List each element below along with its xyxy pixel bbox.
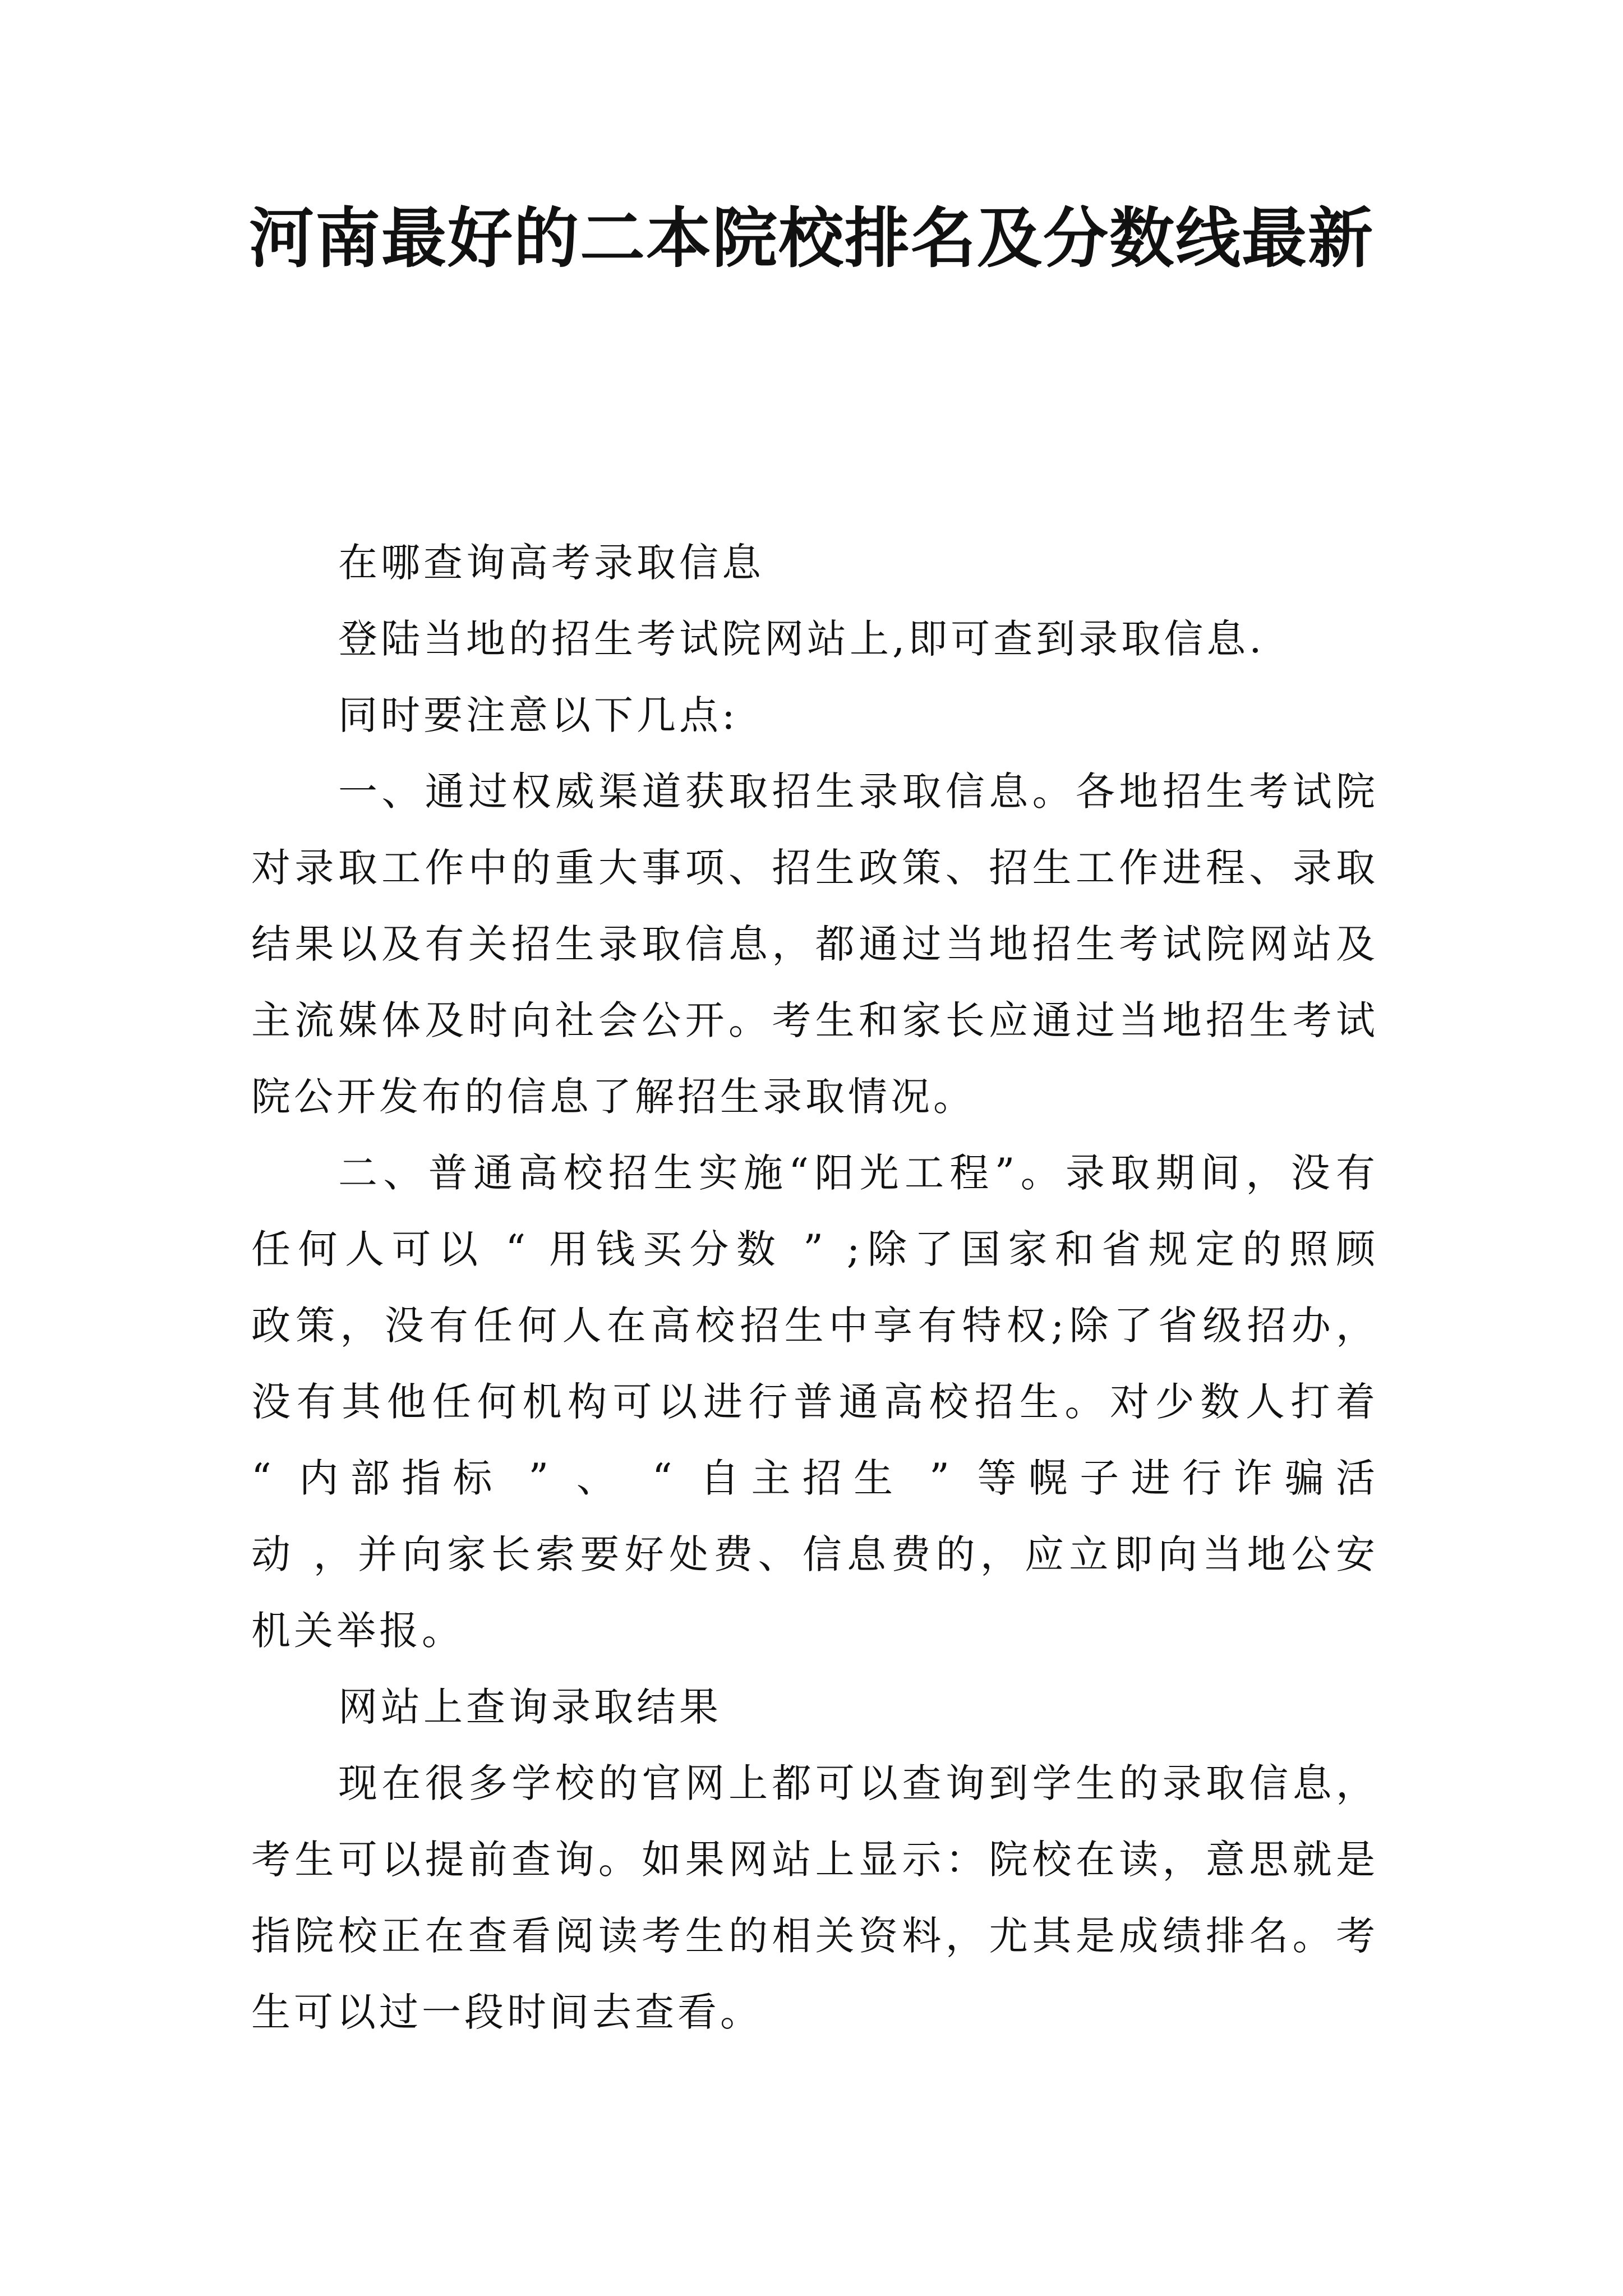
text-line: 政策，没有任何人在高校招生中享有特权;除了省级招办，: [251, 1303, 1378, 1349]
text-line: “ 内部指标 ” 、 “ 自主招生 ” 等幌子进行诈骗活: [251, 1455, 1378, 1501]
text-line: 机关举报。: [251, 1608, 464, 1654]
text-line: 网站上查询录取结果: [338, 1684, 722, 1730]
text-line: 同时要注意以下几点:: [338, 692, 739, 738]
text-line: 动 ，并向家长索要好处费、信息费的，应立即向当地公安: [251, 1531, 1378, 1577]
text-line: 任何人可以 “ 用钱买分数 ” ;除了国家和省规定的照顾: [251, 1226, 1378, 1272]
text-line: 生可以过一段时间去查看。: [251, 1989, 763, 2035]
text-line: 结果以及有关招生录取信息，都通过当地招生考试院网站及: [251, 921, 1378, 967]
text-line: 对录取工作中的重大事项、招生政策、招生工作进程、录取: [251, 845, 1378, 891]
text-line: 主流媒体及时向社会公开。考生和家长应通过当地招生考试: [251, 997, 1378, 1043]
text-line: 二、普通高校招生实施“阳光工程”。录取期间，没有: [338, 1150, 1378, 1196]
text-line: 在哪查询高考录取信息: [338, 540, 764, 586]
text-line: 考生可以提前查询。如果网站上显示：院校在读，意思就是: [251, 1837, 1378, 1883]
document-body: [251, 524, 1378, 2050]
text-line: 没有其他任何机构可以进行普通高校招生。对少数人打着: [251, 1379, 1378, 1425]
text-line: 指院校正在查看阅读考生的相关资料，尤其是成绩排名。考: [251, 1913, 1378, 1959]
page-title: 河南最好的二本院校排名及分数线最新: [249, 200, 1374, 277]
text-line: 院公开发布的信息了解招生录取情况。: [251, 1074, 976, 1120]
text-line: 登陆当地的招生考试院网站上,即可查到录取信息.: [338, 616, 1265, 662]
text-line: 现在很多学校的官网上都可以查询到学生的录取信息，: [338, 1760, 1378, 1806]
text-line: 一、通过权威渠道获取招生录取信息。各地招生考试院: [338, 769, 1378, 815]
